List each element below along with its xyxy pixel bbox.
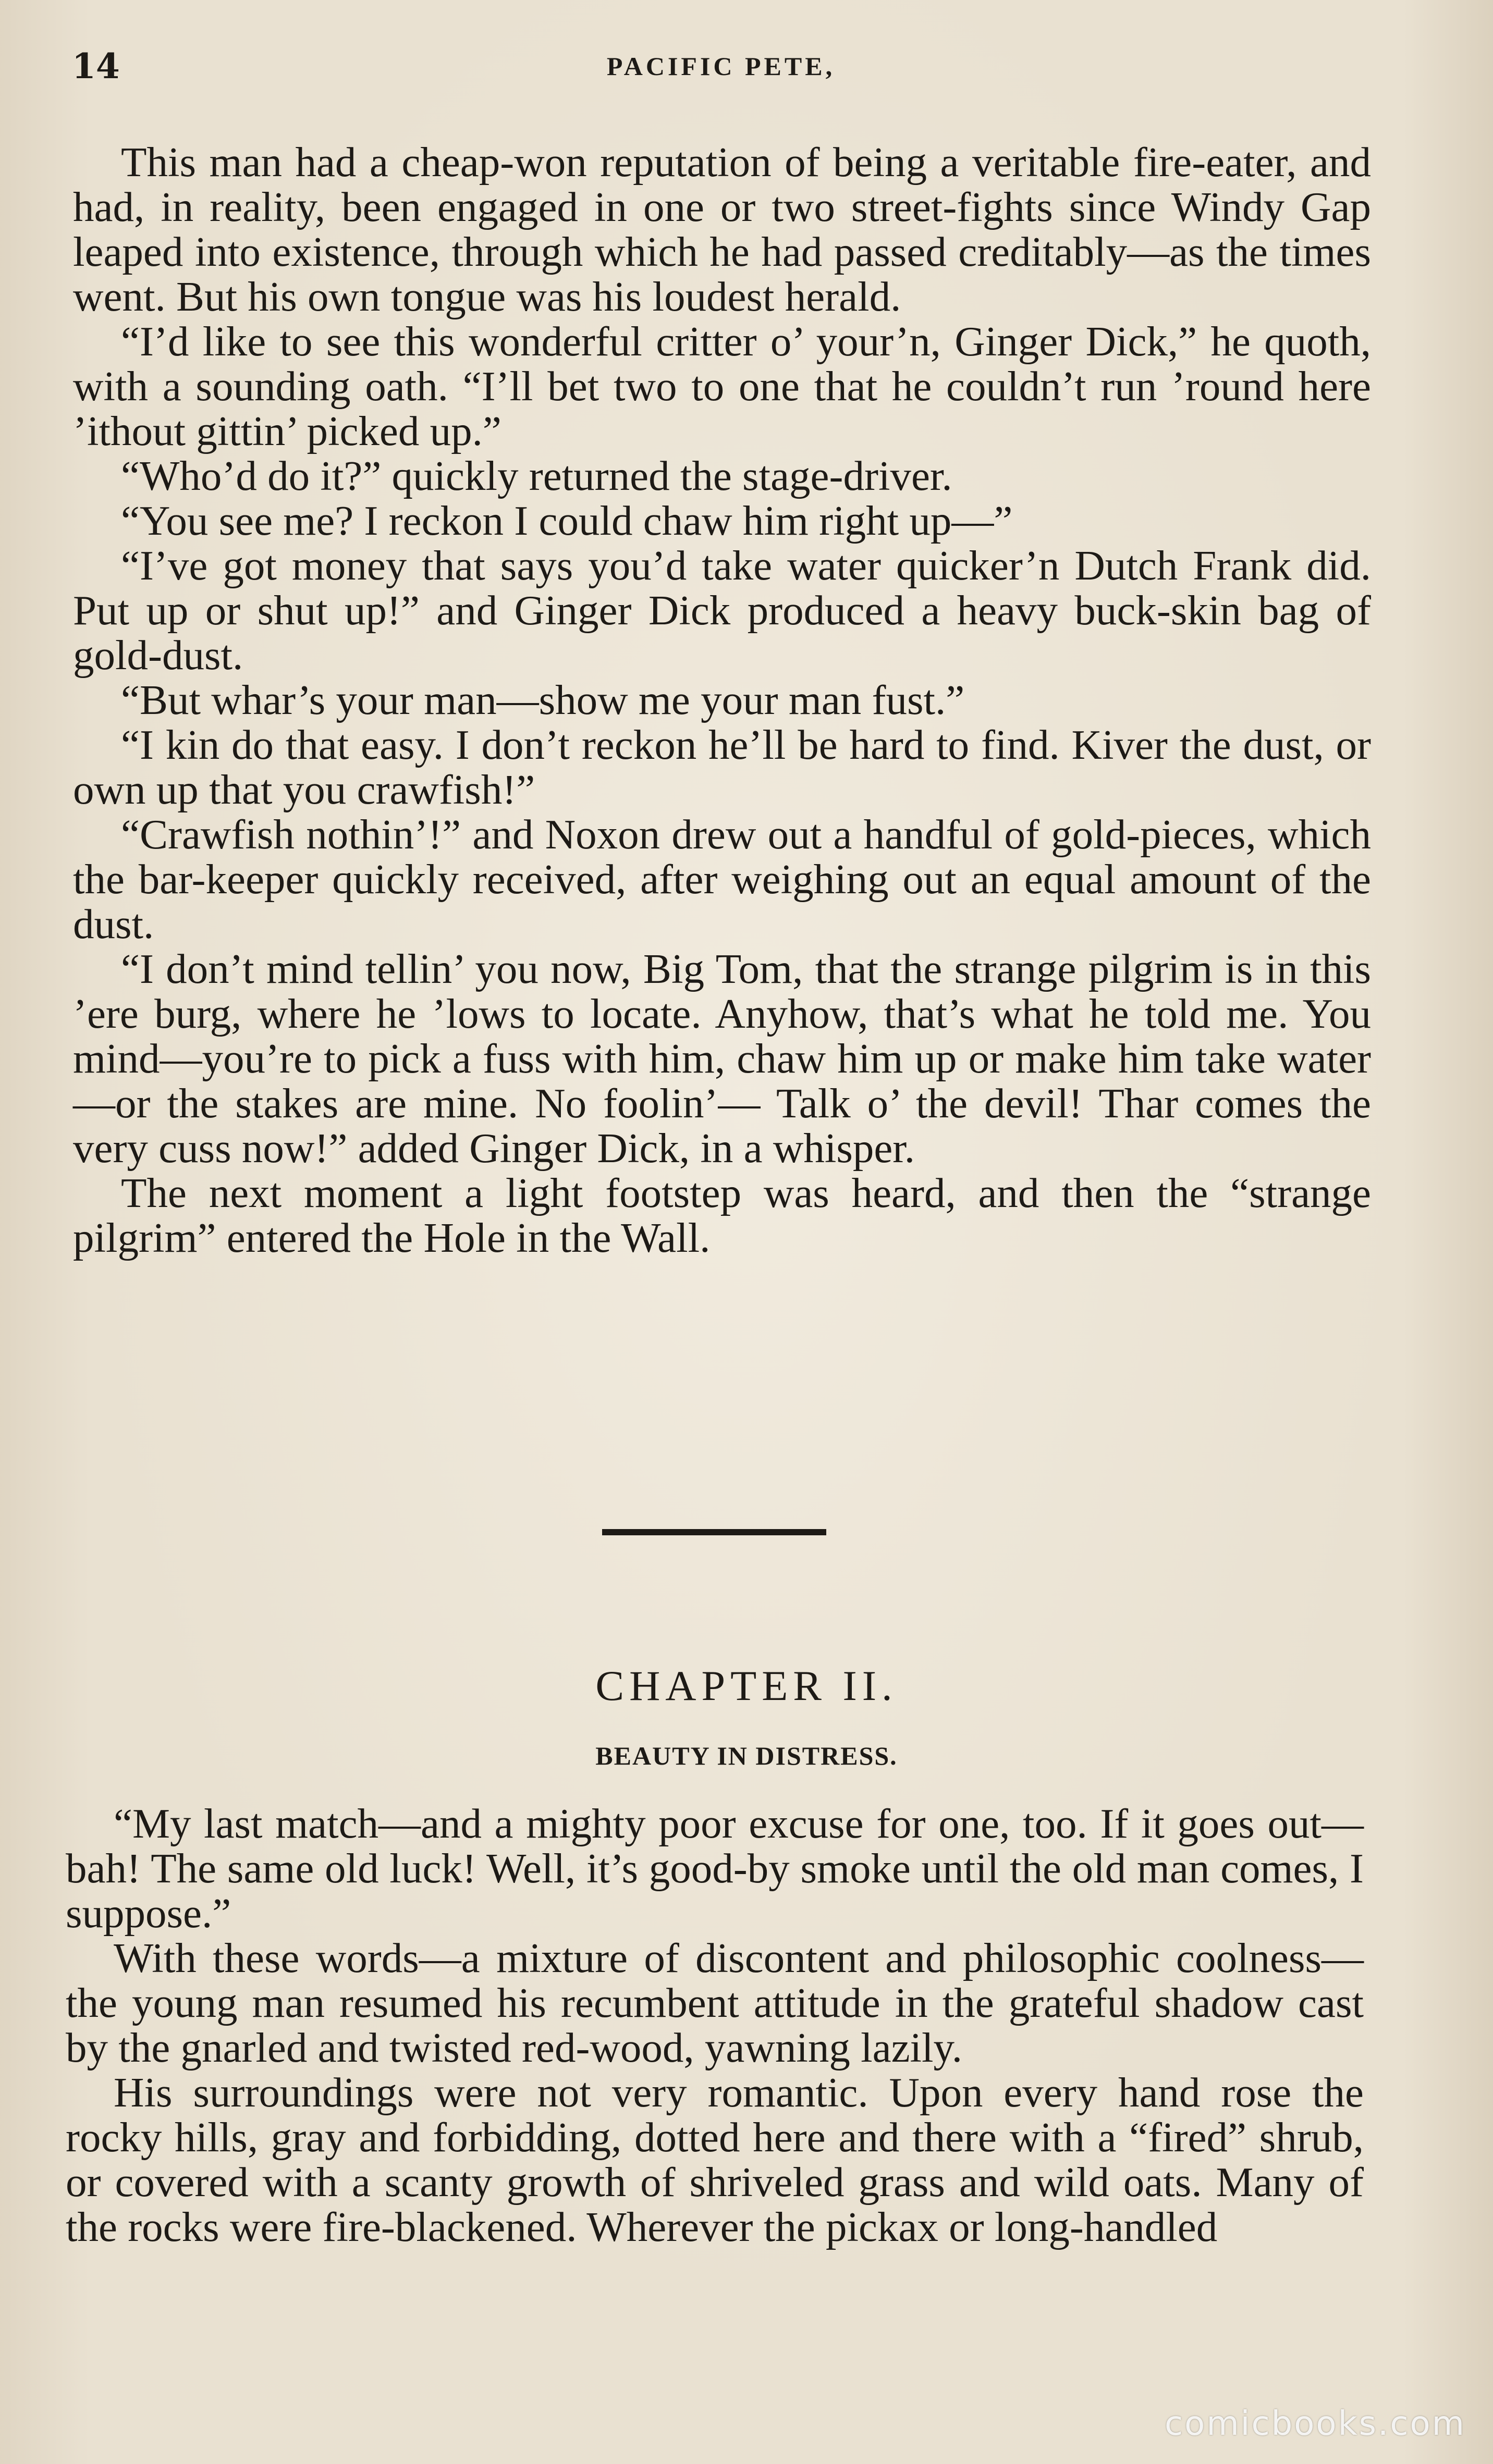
chapter-text xyxy=(66,1801,1364,2249)
paragraph: “I’d like to see this wonderful critter o’ your’n, Ginger Dick,” he quoth, with a sounding oath. “I’ll bet two to one that he couldn’t run ’round here ’ithout gittin’ picked up.” xyxy=(73,318,1371,454)
paragraph: “You see me? I reckon I could chaw him right up—” xyxy=(121,497,1013,544)
chapter-subtitle: BEAUTY IN DISTRESS. xyxy=(595,1741,898,1770)
paragraph: “I don’t mind tellin’ you now, Big Tom, that the strange pilgrim is in this ’ere burg, where he ’lows to locate. Anyhow, that’s what he told me. You mind—you’re to pick a fuss with him, chaw him up or make him take water—or the stakes are mine. No foolin’— Talk o’ the devil! Thar comes the very cuss now!” added Ginger Dick, in a whisper. xyxy=(73,945,1371,1172)
section-divider xyxy=(602,1529,826,1535)
paragraph: With these words—a mixture of discontent and philosophic coolness—the young man resumed his recumbent attitude in the grateful shadow cast by the gnarled and twisted red-wood, yawning lazily. xyxy=(66,1935,1364,2071)
paragraph: “My last match—and a mighty poor excuse for one, too. If it goes out—bah! The same old luck! Well, it’s good-by smoke until the old man comes, I suppose.” xyxy=(66,1800,1364,1937)
paragraph: “Who’d do it?” quickly returned the stage-driver. xyxy=(121,452,952,499)
watermark: comicbooks.com xyxy=(1164,2405,1466,2443)
chapter-title: CHAPTER II. xyxy=(595,1662,898,1709)
paragraph: “Crawfish nothin’!” and Noxon drew out a handful of gold-pieces, which the bar-keeper quickly received, after weighing out an equal amount of the dust. xyxy=(73,811,1371,947)
running-head: PACIFIC PETE, xyxy=(606,52,836,81)
paragraph: “But whar’s your man—show me your man fust.” xyxy=(121,676,965,723)
paragraph: This man had a cheap-won reputation of being a veritable fire-eater, and had, in reality, been engaged in one or two street-fights since Windy Gap leaped into existence, through which he had passed creditably—as the times went. But his own tongue was his loudest herald. xyxy=(73,139,1371,320)
page-header xyxy=(72,46,1370,88)
paragraph: “I’ve got money that says you’d take water quicker’n Dutch Frank did. Put up or shut up!” and Ginger Dick produced a heavy buck-skin bag of gold-dust. xyxy=(73,542,1371,679)
body-text xyxy=(73,140,1371,1260)
paragraph: “I kin do that easy. I don’t reckon he’ll be hard to find. Kiver the dust, or own up that you crawfish!” xyxy=(73,721,1371,813)
paragraph: The next moment a light footstep was heard, and then the “strange pilgrim” entered the Hole in the Wall. xyxy=(73,1169,1371,1261)
page-number: 14 xyxy=(72,46,120,87)
paragraph: His surroundings were not very romantic. Upon every hand rose the rocky hills, gray and forbidding, dotted here and there with a “fired” shrub, or covered with a scanty growth of shriveled grass and wild oats. Many of the rocks were fire-blackened. Wherever the pickax or long-handled xyxy=(66,2069,1364,2250)
